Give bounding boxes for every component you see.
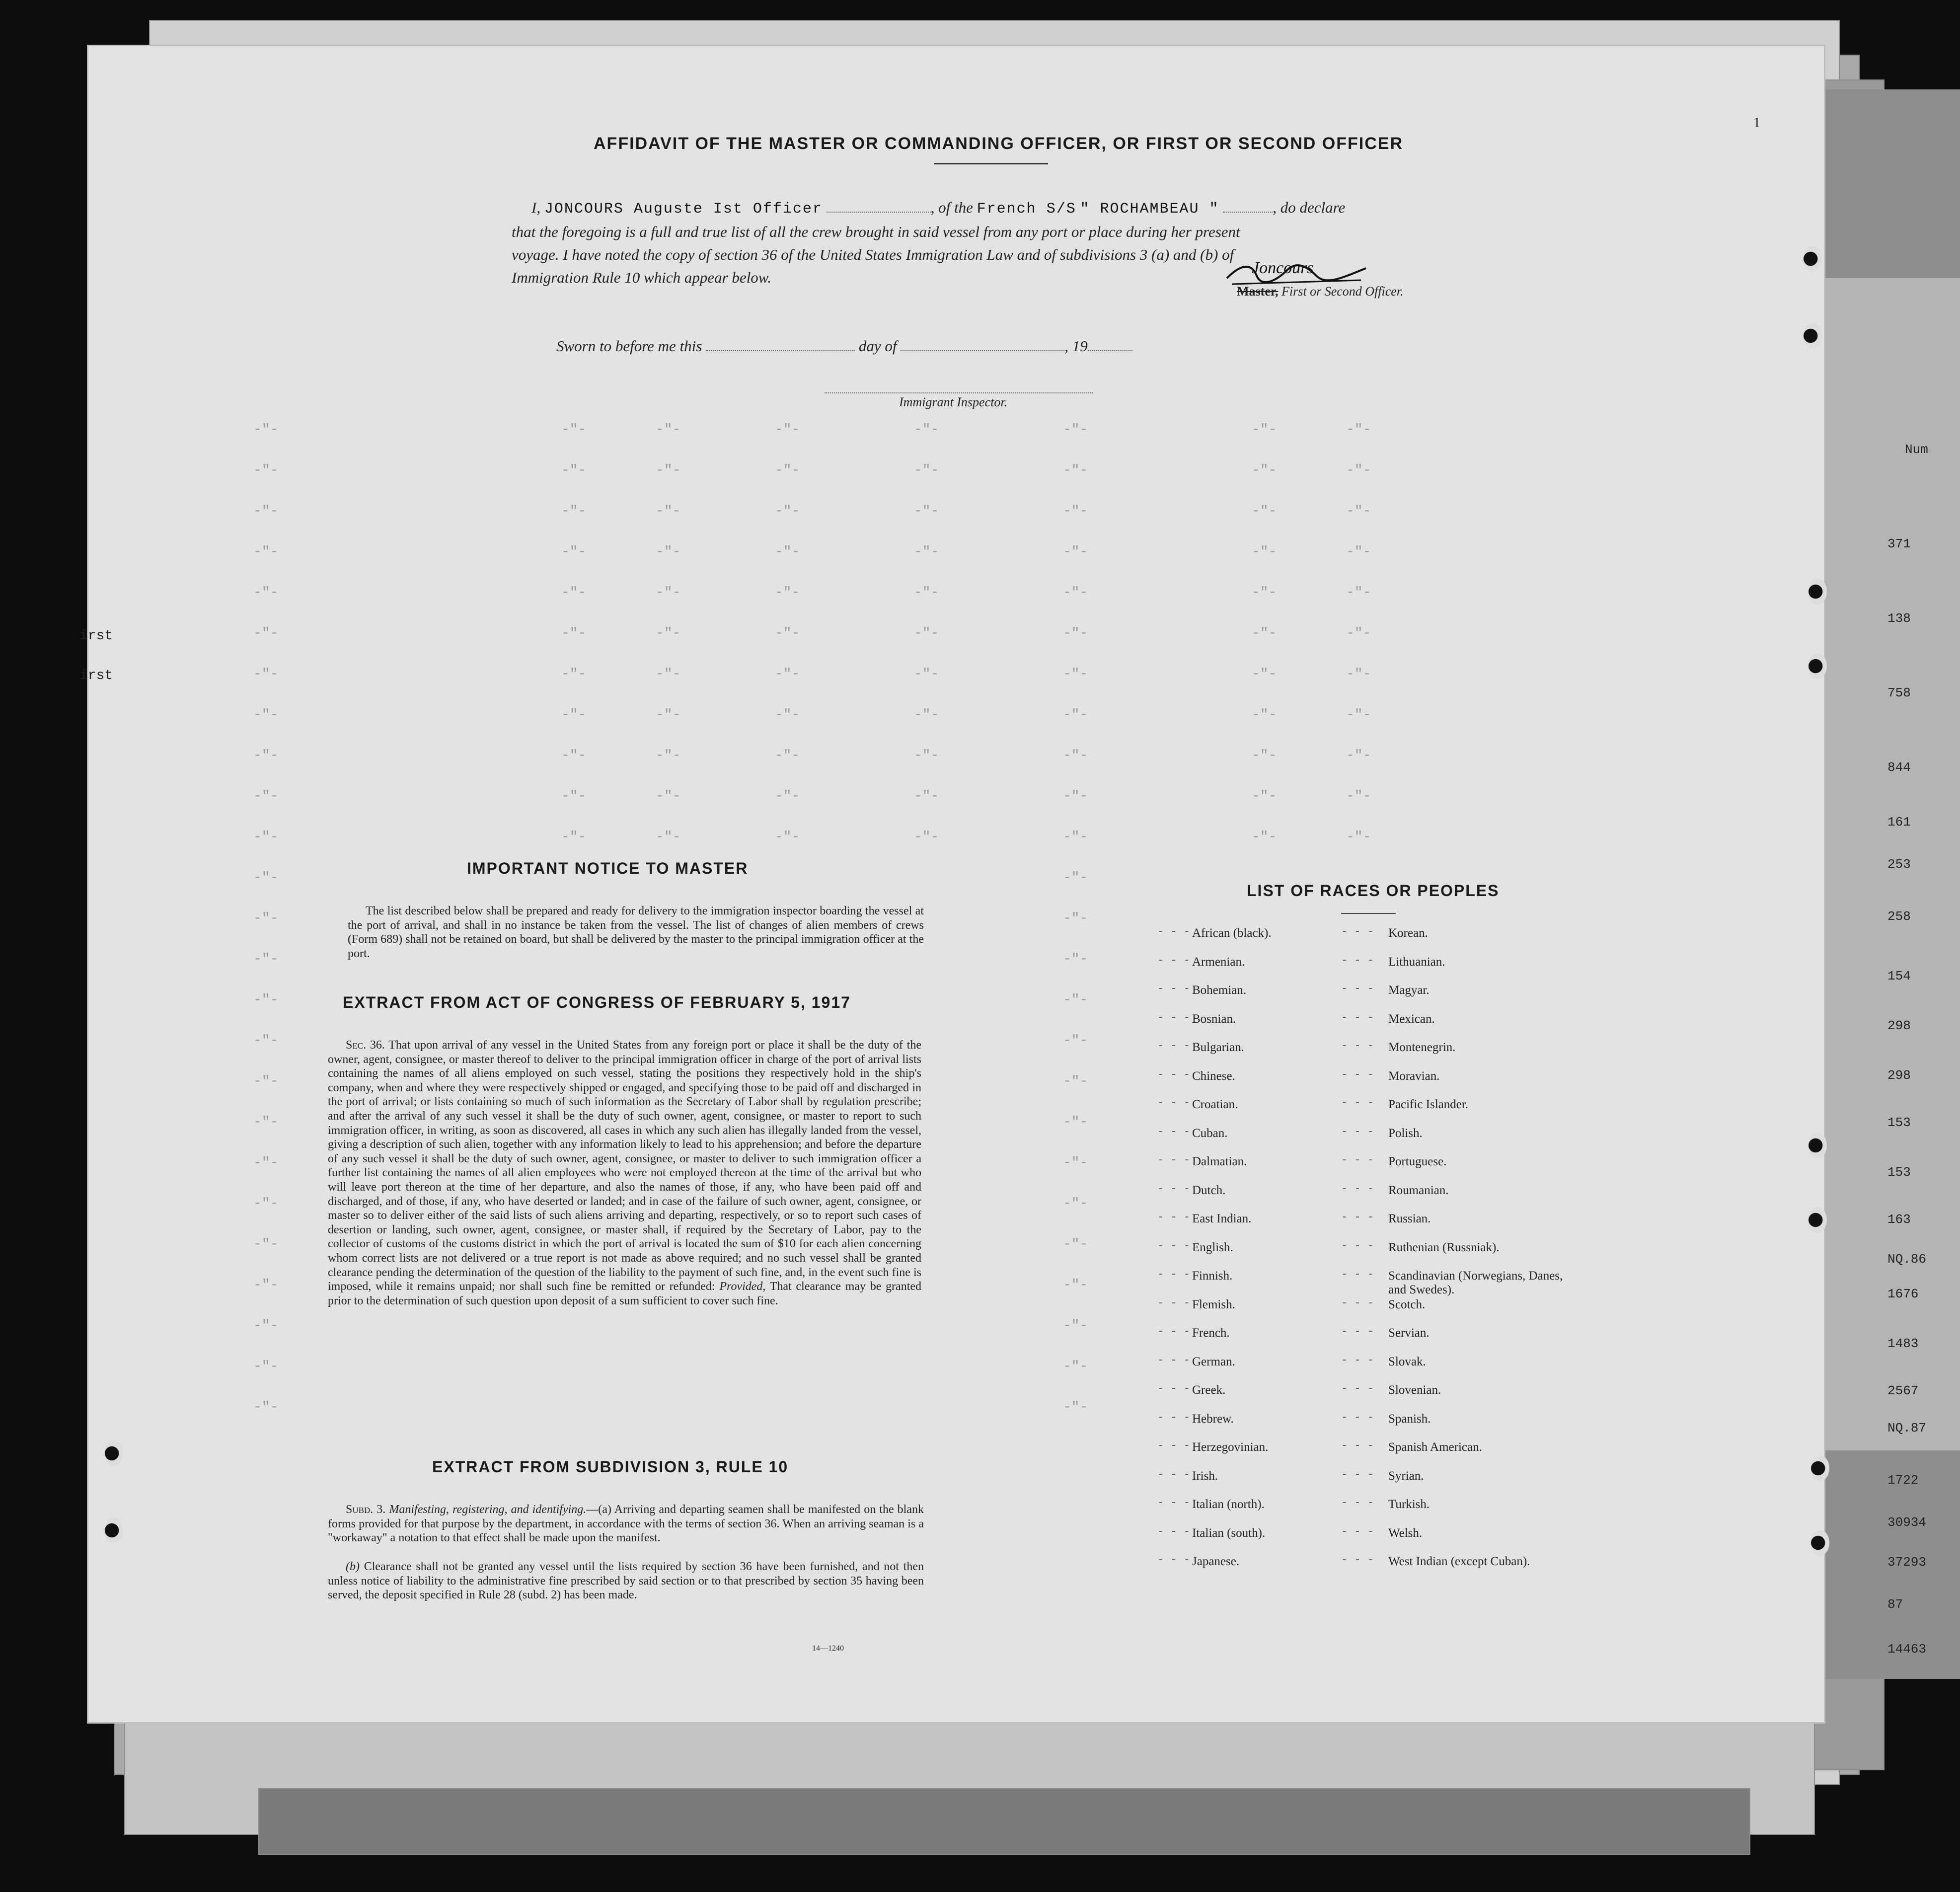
race-dash: - - - <box>1157 1239 1191 1252</box>
edge-number: 87 <box>1887 1597 1903 1612</box>
affidavit-line-2: that the foregoing is a full and true list of all the crew brought in said vessel from any port or place during her present <box>512 223 1240 240</box>
race-item: Bohemian. <box>1192 984 1247 997</box>
bleed-through-mark: -"- <box>253 463 279 478</box>
act-body: Sec. 36. That upon arrival of any vessel in the United States from any foreign port or place it shall be the duty of the owner, agent, consignee, or master thereof to deliver to the principal immigration officer in charge of the port of arrival lists containing the names of all aliens employed on such vessel, stating the positions they respectively hold in the ship's company, when and where they were respectively shipped or engaged, and specifying those to be paid off and discharged in the port of arrival; or lists containing so much of such information as the Secretary of Labor shall by regulation prescribe; and after the arrival of any such vessel it shall be the duty of such owner, agent, consignee, or master to report to such immigration officer, in writing, as soon as discovered, all cases in which any such alien has illegally landed from the vessel, giving a description of such alien, together with any information likely to lead to his apprehension; and before the departure of any such vessel it shall be the duty of such owner, agent, consignee, or master to deliver to such immigration officer a further list containing the names of all alien employees who were not employed thereon at the time of the arrival but who will leave port thereon at the time of her departure, and also the names of those, if any, who have been paid off and discharged, and of those, if any, who have deserted or landed; and in case of the failure of such owner, agent, consignee, or master so to deliver either of the said lists of such aliens arriving and departing, respectively, or so to report such cases of desertion or landing, such owner, agent, consignee, or master shall, if required by the Secretary of Labor, pay to the collector of customs of the customs district in which the port of arrival is located the sum of $10 for each alien concerning whom correct lists are not delivered or a true report is not made as above required; and no such vessel shall be granted clearance pending the determination of the question of the liability to the payment of such fine, and, in the event such fine is imposed, while it remains unpaid; nor shall such fine be remitted or refunded: Provided, That clearance may be granted prior to the determination of such question upon deposit of a sum sufficient to cover such fine. <box>328 1039 922 1307</box>
binding-hole <box>1810 1530 1829 1556</box>
race-dash: - - - <box>1157 1068 1191 1081</box>
race-item: Ruthenian (Russniak). <box>1388 1240 1500 1254</box>
edge-number: 371 <box>1887 536 1911 551</box>
race-item: German. <box>1192 1355 1235 1368</box>
act-heading: EXTRACT FROM ACT OF CONGRESS OF FEBRUARY 5, 1917 <box>343 993 851 1011</box>
binding-hole <box>1808 653 1827 679</box>
race-item: East Indian. <box>1192 1212 1252 1225</box>
race-dash: - - - <box>1157 1268 1191 1281</box>
race-item: Hebrew. <box>1192 1412 1234 1426</box>
race-item: Armenian. <box>1192 955 1245 969</box>
race-dash: - - - <box>1157 1154 1191 1166</box>
bleed-through-mark: -"- <box>253 504 279 519</box>
binding-hole <box>1808 1207 1827 1233</box>
race-item: Slovak. <box>1388 1355 1426 1368</box>
bleed-through-mark: -"- <box>561 585 587 601</box>
race-dash: - - - <box>1157 1525 1191 1538</box>
edge-number: 1722 <box>1887 1473 1919 1488</box>
bleed-through-mark: -"- <box>561 748 587 763</box>
race-dash: - - - <box>1341 925 1374 938</box>
bleed-through-mark: -"- <box>1063 1033 1088 1049</box>
bleed-through-mark: -"- <box>1346 463 1371 478</box>
bleed-through-mark: -"- <box>656 422 681 438</box>
race-dash: - - - <box>1157 1411 1191 1424</box>
bleed-through-mark: -"- <box>253 1278 279 1293</box>
edge-number: 298 <box>1887 1018 1911 1033</box>
affidavit-statement <box>512 196 1530 289</box>
sworn-line: Sworn to before me this day of , 19 <box>556 335 1202 355</box>
race-item: Lithuanian. <box>1388 955 1445 969</box>
bleed-through-mark: -"- <box>1063 626 1088 641</box>
race-dash: - - - <box>1157 1468 1191 1481</box>
race-dash: - - - <box>1341 1011 1374 1024</box>
race-item: Dutch. <box>1192 1183 1226 1197</box>
race-dash: - - - <box>1157 1497 1191 1509</box>
bleed-through-mark: -"- <box>1063 1196 1088 1211</box>
bleed-through-mark: -"- <box>1252 789 1277 804</box>
bleed-through-mark: -"- <box>253 626 279 641</box>
binding-hole <box>104 1517 123 1543</box>
bleed-through-mark: -"- <box>253 830 279 845</box>
races-rule <box>1341 913 1396 914</box>
bleed-through-mark: -"- <box>775 667 800 682</box>
race-dash: - - - <box>1341 1097 1374 1109</box>
race-item: Scotch. <box>1388 1297 1426 1311</box>
bleed-through-mark: -"- <box>775 789 800 804</box>
edge-number: 153 <box>1887 1115 1911 1130</box>
notice-heading: IMPORTANT NOTICE TO MASTER <box>467 859 749 877</box>
race-item: Italian (south). <box>1192 1526 1266 1540</box>
bleed-through-mark: -"- <box>561 544 587 560</box>
race-item: Turkish. <box>1388 1498 1430 1511</box>
bleed-through-mark: -"- <box>656 748 681 763</box>
race-dash: - - - <box>1157 1354 1191 1366</box>
bleed-through-mark: -"- <box>1346 585 1371 601</box>
edge-number: 30934 <box>1887 1515 1927 1530</box>
race-item: Bulgarian. <box>1192 1041 1244 1054</box>
bleed-through-mark: -"- <box>1063 1278 1088 1293</box>
race-dash: - - - <box>1157 1325 1191 1338</box>
race-dash: - - - <box>1341 1411 1374 1424</box>
race-dash: - - - <box>1341 1497 1374 1509</box>
race-item: Dalmatian. <box>1192 1155 1247 1168</box>
bleed-through-mark: -"- <box>775 585 800 601</box>
bleed-through-mark: -"- <box>914 707 939 723</box>
bleed-through-mark: -"- <box>1346 626 1371 641</box>
subdivision-heading: EXTRACT FROM SUBDIVISION 3, RULE 10 <box>432 1458 789 1476</box>
page-number: 1 <box>1753 115 1760 131</box>
bleed-through-mark: -"- <box>1346 504 1371 519</box>
bleed-through-mark: -"- <box>1346 667 1371 682</box>
bleed-through-mark: -"- <box>561 626 587 641</box>
bleed-through-mark: -"- <box>1346 789 1371 804</box>
binding-hole <box>1808 579 1827 605</box>
bleed-through-mark: -"- <box>1063 992 1088 1008</box>
binding-hole <box>1808 1133 1827 1158</box>
bleed-through-mark: -"- <box>561 463 587 478</box>
affidavit-line-3: voyage. I have noted the copy of section 36 of the United States Immigration Law and of subdivisions 3 (a) and (b) of <box>512 246 1234 263</box>
vessel-name: " ROCHAMBEAU " <box>1080 201 1219 218</box>
bleed-through-mark: -"- <box>253 585 279 601</box>
race-dash: - - - <box>1341 1268 1374 1281</box>
race-dash: - - - <box>1157 1296 1191 1309</box>
page-title: AFFIDAVIT OF THE MASTER OR COMMANDING OFFICER, OR FIRST OR SECOND OFFICER <box>594 134 1403 153</box>
race-item: Moravian. <box>1388 1069 1440 1083</box>
race-item: Chinese. <box>1192 1069 1235 1083</box>
race-dash: - - - <box>1157 1211 1191 1223</box>
edge-number: 298 <box>1887 1068 1911 1083</box>
race-dash: - - - <box>1341 1354 1374 1366</box>
race-dash: - - - <box>1157 1040 1191 1052</box>
bleed-through-mark: -"- <box>253 1196 279 1211</box>
bleed-through-mark: -"- <box>1063 789 1088 804</box>
race-dash: - - - <box>1341 1239 1374 1252</box>
bleed-through-mark: -"- <box>253 870 279 886</box>
bleed-through-mark: -"- <box>1252 585 1277 601</box>
bleed-through-mark: -"- <box>914 789 939 804</box>
race-item: Montenegrin. <box>1388 1041 1456 1054</box>
race-item: Magyar. <box>1388 984 1430 997</box>
race-dash: - - - <box>1157 925 1191 938</box>
form-number: 14—1240 <box>812 1644 844 1653</box>
binding-hole <box>104 1440 123 1466</box>
bleed-through-mark: -"- <box>253 1155 279 1171</box>
bleed-through-mark: -"- <box>1063 667 1088 682</box>
race-dash: - - - <box>1341 1296 1374 1309</box>
bleed-through-mark: -"- <box>253 1074 279 1089</box>
affidavit-line-1: I, JONCOURS Auguste Ist Officer , of the French S/S " ROCHAMBEAU " , do declare <box>512 196 1530 221</box>
edge-number: NQ.86 <box>1887 1252 1927 1267</box>
bleed-through-mark: -"- <box>1063 504 1088 519</box>
bleed-through-mark: -"- <box>1252 626 1277 641</box>
race-dash: - - - <box>1157 983 1191 995</box>
bleed-through-mark: -"- <box>775 748 800 763</box>
left-edge-text: irst <box>79 668 113 683</box>
edge-number: 154 <box>1887 969 1911 984</box>
edge-number: 258 <box>1887 909 1911 924</box>
bleed-through-mark: -"- <box>253 1359 279 1374</box>
bleed-through-mark: -"- <box>1252 667 1277 682</box>
officer-signature <box>1222 258 1371 288</box>
bleed-through-mark: -"- <box>253 789 279 804</box>
bleed-through-mark: -"- <box>253 1115 279 1130</box>
bleed-through-mark: -"- <box>775 544 800 560</box>
edge-number: 161 <box>1887 815 1911 830</box>
race-dash: - - - <box>1341 1211 1374 1223</box>
bleed-through-mark: -"- <box>656 544 681 560</box>
edge-number: 14463 <box>1887 1642 1927 1657</box>
bleed-through-mark: -"- <box>1346 422 1371 438</box>
race-dash: - - - <box>1157 1554 1191 1566</box>
race-item: Italian (north). <box>1192 1498 1265 1511</box>
bleed-through-mark: -"- <box>253 748 279 763</box>
bleed-through-mark: -"- <box>1063 1237 1088 1252</box>
subdivision-a: Subd. 3. Manifesting, registering, and identifying.—(a) Arriving and departing seamen shall be manifested on the blank forms provided for that purpose by the department, in accordance with the terms of section 36. When an arriving seaman is a "workaway" a notation to that effect shall be made upon the manifest. <box>328 1503 924 1545</box>
bleed-through-mark: -"- <box>561 422 587 438</box>
race-item: Welsh. <box>1388 1526 1423 1540</box>
race-item: Portuguese. <box>1388 1155 1447 1168</box>
bleed-through-mark: -"- <box>914 748 939 763</box>
race-item: English. <box>1192 1240 1233 1254</box>
bleed-through-mark: -"- <box>775 463 800 478</box>
signature-text: Joncours <box>1252 259 1314 277</box>
race-item: Greek. <box>1192 1383 1226 1397</box>
bleed-through-mark: -"- <box>253 707 279 723</box>
race-item: Flemish. <box>1192 1297 1235 1311</box>
bleed-through-mark: -"- <box>1252 422 1277 438</box>
left-edge-text: irst <box>79 628 113 644</box>
race-dash: - - - <box>1341 1382 1374 1395</box>
edge-number: 37293 <box>1887 1555 1927 1570</box>
bleed-through-mark: -"- <box>914 463 939 478</box>
bleed-through-mark: -"- <box>253 544 279 560</box>
bleed-through-mark: -"- <box>775 626 800 641</box>
bleed-through-mark: -"- <box>253 1318 279 1334</box>
bleed-through-mark: -"- <box>1063 748 1088 763</box>
bleed-through-mark: -"- <box>914 667 939 682</box>
race-item: Spanish. <box>1388 1412 1431 1426</box>
edge-number: 253 <box>1887 857 1911 872</box>
bleed-through-mark: -"- <box>1063 952 1088 967</box>
bleed-through-mark: -"- <box>1252 463 1277 478</box>
subdivision-b: (b) Clearance shall not be granted any vessel until the lists required by section 36 have been furnished, and not then unless notice of liability to the administrative fine prescribed by said section or to that prescribed by section 35 having been served, the deposit specified in Rule 28 (subd. 2) has been made. <box>328 1560 924 1602</box>
bleed-through-mark: -"- <box>1063 422 1088 438</box>
bleed-through-mark: -"- <box>253 1033 279 1049</box>
race-dash: - - - <box>1341 1468 1374 1481</box>
race-dash: - - - <box>1341 1554 1374 1566</box>
bleed-through-mark: -"- <box>775 504 800 519</box>
bleed-through-mark: -"- <box>253 911 279 926</box>
bleed-through-mark: -"- <box>775 707 800 723</box>
bleed-through-mark: -"- <box>1063 463 1088 478</box>
bleed-through-mark: -"- <box>656 585 681 601</box>
bleed-through-mark: -"- <box>1063 1115 1088 1130</box>
race-item: African (black). <box>1192 926 1272 940</box>
race-dash: - - - <box>1341 1068 1374 1081</box>
race-dash: - - - <box>1341 1325 1374 1338</box>
edge-number: NQ.87 <box>1887 1421 1927 1436</box>
race-item: French. <box>1192 1326 1230 1340</box>
race-dash: - - - <box>1341 1154 1374 1166</box>
race-item: Japanese. <box>1192 1555 1240 1568</box>
officer-signature-caption: Master, First or Second Officer. <box>1237 284 1404 299</box>
race-item: Mexican. <box>1388 1012 1435 1026</box>
bleed-through-mark: -"- <box>656 504 681 519</box>
bleed-through-mark: -"- <box>1063 830 1088 845</box>
affidavit-line-4: Immigration Rule 10 which appear below. <box>512 269 771 286</box>
bleed-through-mark: -"- <box>656 789 681 804</box>
bleed-through-mark: -"- <box>253 1400 279 1415</box>
race-item: Polish. <box>1388 1126 1423 1140</box>
bleed-through-mark: -"- <box>1252 504 1277 519</box>
bleed-through-mark: -"- <box>1063 1318 1088 1334</box>
edge-number: 153 <box>1887 1165 1911 1180</box>
race-item: Croatian. <box>1192 1098 1238 1111</box>
bleed-through-mark: -"- <box>914 504 939 519</box>
bleed-through-mark: -"- <box>1252 544 1277 560</box>
bleed-through-mark: -"- <box>561 504 587 519</box>
bleed-through-mark: -"- <box>1063 707 1088 723</box>
bleed-through-mark: -"- <box>914 544 939 560</box>
affidavit-page <box>87 45 1825 1724</box>
race-item: Servian. <box>1388 1326 1430 1340</box>
bleed-through-mark: -"- <box>561 667 587 682</box>
bleed-through-mark: -"- <box>1063 1074 1088 1089</box>
edge-number: 844 <box>1887 760 1911 775</box>
race-dash: - - - <box>1157 954 1191 967</box>
bleed-through-mark: -"- <box>656 463 681 478</box>
race-dash: - - - <box>1157 1097 1191 1109</box>
race-item: Russian. <box>1388 1212 1431 1225</box>
inspector-signature-line <box>825 392 1093 393</box>
bleed-through-mark: -"- <box>914 585 939 601</box>
race-item: Spanish American. <box>1388 1440 1482 1454</box>
race-item: Syrian. <box>1388 1469 1424 1483</box>
bleed-through-mark: -"- <box>1252 830 1277 845</box>
race-item: Cuban. <box>1192 1126 1228 1140</box>
bleed-through-mark: -"- <box>914 422 939 438</box>
bleed-through-mark: -"- <box>253 992 279 1008</box>
race-item: Korean. <box>1388 926 1428 940</box>
bleed-through-mark: -"- <box>1063 544 1088 560</box>
race-item: Irish. <box>1192 1469 1218 1483</box>
bleed-through-mark: -"- <box>1346 707 1371 723</box>
bleed-through-mark: -"- <box>914 626 939 641</box>
bleed-through-mark: -"- <box>253 1237 279 1252</box>
bleed-through-mark: -"- <box>1063 1400 1088 1415</box>
bleed-through-mark: -"- <box>656 667 681 682</box>
race-dash: - - - <box>1157 1011 1191 1024</box>
races-heading: LIST OF RACES OR PEOPLES <box>1247 882 1500 900</box>
notice-body: The list described below shall be prepared and ready for delivery to the immigration inspector boarding the vessel at the port of arrival, and shall in no instance be taken from the vessel. The list of changes of alien members of crews (Form 689) shall not be retained on board, but shall be delivered by the master to the principal immigration officer at the port. <box>348 905 924 960</box>
race-item: West Indian (except Cuban). <box>1388 1555 1530 1568</box>
bleed-through-mark: -"- <box>1063 1359 1088 1374</box>
bleed-through-mark: -"- <box>561 830 587 845</box>
officer-name: JONCOURS Auguste Ist Officer <box>544 201 823 218</box>
edge-number: 758 <box>1887 685 1911 700</box>
bleed-through-mark: -"- <box>1063 911 1088 926</box>
bleed-through-mark: -"- <box>914 830 939 845</box>
race-dash: - - - <box>1157 1125 1191 1138</box>
section-label: Sec. 36. <box>346 1039 385 1052</box>
race-dash: - - - <box>1341 954 1374 967</box>
race-dash: - - - <box>1341 1525 1374 1538</box>
bleed-through-mark: -"- <box>253 952 279 967</box>
bleed-through-mark: -"- <box>1346 748 1371 763</box>
bleed-through-mark: -"- <box>1346 544 1371 560</box>
edge-number: 163 <box>1887 1212 1911 1227</box>
vessel-nationality: French S/S <box>977 201 1076 218</box>
binding-hole <box>1803 323 1822 349</box>
edge-number: 1676 <box>1887 1287 1919 1301</box>
bleed-through-mark: -"- <box>1063 585 1088 601</box>
bleed-through-mark: -"- <box>775 422 800 438</box>
bleed-through-mark: -"- <box>1346 830 1371 845</box>
bleed-through-mark: -"- <box>1252 748 1277 763</box>
bleed-through-mark: -"- <box>253 422 279 438</box>
race-item: Bosnian. <box>1192 1012 1236 1026</box>
race-dash: - - - <box>1341 983 1374 995</box>
binding-hole <box>1810 1455 1829 1481</box>
race-dash: - - - <box>1341 1182 1374 1195</box>
bleed-through-mark: -"- <box>253 667 279 682</box>
race-dash: - - - <box>1157 1382 1191 1395</box>
race-item: Scandinavian (Norwegians, Danes, and Swedes). <box>1388 1269 1563 1296</box>
race-item: Roumanian. <box>1388 1183 1449 1197</box>
edge-number: 2567 <box>1887 1383 1919 1398</box>
race-item: Slovenian. <box>1388 1383 1441 1397</box>
race-item: Herzegovinian. <box>1192 1440 1269 1454</box>
edge-number: 1483 <box>1887 1336 1919 1351</box>
race-item: Pacific Islander. <box>1388 1098 1469 1111</box>
bleed-through-mark: -"- <box>775 830 800 845</box>
title-underline <box>934 163 1048 164</box>
race-item: Finnish. <box>1192 1269 1233 1283</box>
race-dash: - - - <box>1341 1040 1374 1052</box>
bleed-through-mark: -"- <box>561 789 587 804</box>
bleed-through-mark: -"- <box>656 707 681 723</box>
edge-number: Num <box>1905 442 1928 457</box>
race-dash: - - - <box>1341 1125 1374 1138</box>
bleed-through-mark: -"- <box>1252 707 1277 723</box>
bleed-through-mark: -"- <box>656 626 681 641</box>
binding-hole <box>1803 246 1822 272</box>
inspector-caption: Immigrant Inspector. <box>899 395 1008 409</box>
bleed-through-mark: -"- <box>1063 870 1088 886</box>
bleed-through-mark: -"- <box>1063 1155 1088 1171</box>
race-dash: - - - <box>1341 1439 1374 1452</box>
bleed-through-mark: -"- <box>656 830 681 845</box>
race-dash: - - - <box>1157 1182 1191 1195</box>
edge-number: 138 <box>1887 611 1911 626</box>
underlying-sheet-bottom <box>258 1788 1750 1855</box>
race-dash: - - - <box>1157 1439 1191 1452</box>
bleed-through-mark: -"- <box>561 707 587 723</box>
